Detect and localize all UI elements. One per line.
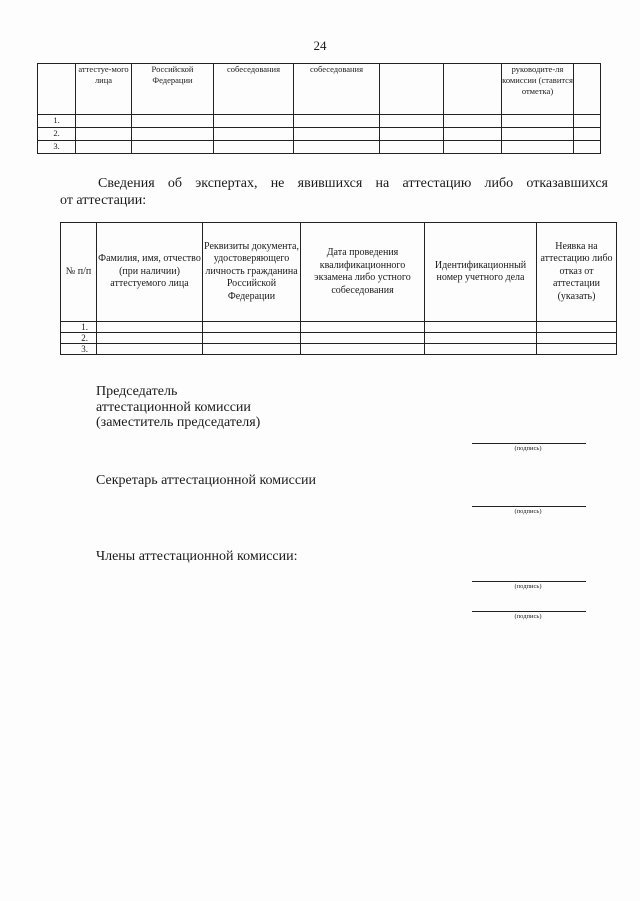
top-header-cell: аттестуе-мого лица — [76, 64, 132, 115]
member-signature-line-2 — [472, 611, 586, 612]
top-header-cell: Российской Федерации — [132, 64, 214, 115]
header-number: № п/п — [61, 223, 97, 322]
page-number: 24 — [313, 38, 327, 53]
row-number: 1. — [61, 322, 97, 333]
table-row — [38, 115, 601, 128]
row-number: 3. — [38, 141, 76, 154]
member-signature-line-1 — [472, 581, 586, 582]
top-header-cell: собеседования — [214, 64, 294, 115]
top-header-cell — [380, 64, 444, 115]
top-header-cell: руководите-ля комиссии (ставится отметка) — [502, 64, 574, 115]
section-title-line1: Сведения об экспертах, не явившихся на аттестацию либо отказавшихся — [98, 176, 608, 191]
table-row — [61, 344, 617, 355]
members-label: Члены аттестационной комиссии: — [96, 549, 298, 564]
top-table — [37, 63, 601, 154]
experts-table-header-row — [61, 223, 617, 322]
top-table-header-row — [38, 64, 601, 115]
chairman-label — [96, 384, 260, 431]
top-header-cell — [574, 64, 601, 115]
secretary-signature-line — [472, 506, 586, 507]
chairman-line1: Председатель — [96, 384, 178, 399]
top-header-cell — [444, 64, 502, 115]
experts-table — [60, 222, 617, 355]
section-title-line2: от аттестации: — [60, 193, 147, 208]
header-id-document: Реквизиты документа, удостоверяющего личность гражданина Российской Федерации — [203, 223, 301, 322]
secretary-signature-caption: (подпись) — [514, 508, 542, 515]
table-row — [38, 141, 601, 154]
header-exam-date: Дата проведения квалификационного экзамена либо устного собеседования — [301, 223, 425, 322]
top-header-cell: собеседования — [294, 64, 380, 115]
table-row — [38, 128, 601, 141]
row-number: 3. — [61, 344, 97, 355]
section-title — [60, 175, 608, 209]
member-signature-caption-2: (подпись) — [514, 613, 542, 620]
table-row — [61, 322, 617, 333]
member-signature-caption-1: (подпись) — [514, 583, 542, 590]
chairman-signature-line — [472, 443, 586, 444]
chairman-signature-caption: (подпись) — [514, 445, 542, 452]
header-full-name: Фамилия, имя, отчество (при наличии) аттестуемого лица — [97, 223, 203, 322]
chairman-line2: аттестационной комиссии — [96, 399, 251, 415]
header-case-number: Идентификационный номер учетного дела — [425, 223, 537, 322]
chairman-line3: (заместитель председателя) — [96, 415, 261, 430]
secretary-label: Секретарь аттестационной комиссии — [96, 473, 317, 488]
table-row — [61, 333, 617, 344]
header-absence: Неявка на аттестацию либо отказ от аттестации (указать) — [537, 223, 617, 322]
row-number: 1. — [38, 115, 76, 128]
row-number: 2. — [61, 333, 97, 344]
row-number: 2. — [38, 128, 76, 141]
